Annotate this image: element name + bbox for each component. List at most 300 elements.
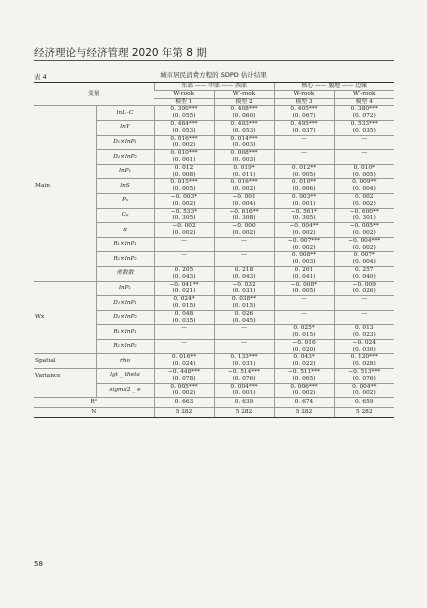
standard-error: (0. 035) <box>172 317 196 324</box>
table-row <box>34 237 394 252</box>
estimate-cell <box>214 354 274 369</box>
standard-error: (0. 002) <box>292 229 316 236</box>
estimate-cell <box>214 266 274 281</box>
estimate-cell <box>274 193 334 208</box>
coefficient: 0. 257 <box>355 266 374 273</box>
weight-2: W′-rook <box>214 90 274 98</box>
coefficient: 0. 009** <box>352 179 377 186</box>
coefficient: — <box>181 339 187 346</box>
coefficient: 0. 004** <box>352 383 377 390</box>
coefficient: −0. 448*** <box>168 369 200 376</box>
standard-error: (0. 011) <box>232 171 256 178</box>
standard-error: (0. 031) <box>232 361 256 368</box>
standard-error <box>156 332 213 339</box>
estimate-cell <box>214 369 274 384</box>
estimate-cell <box>274 296 334 311</box>
coefficient: 0. 010** <box>291 179 317 186</box>
estimate-cell <box>274 339 334 354</box>
estimate-cell <box>274 135 334 150</box>
estimate-cell <box>214 237 274 252</box>
coefficient: — <box>241 237 247 244</box>
coefficient: 0. 408*** <box>230 106 258 113</box>
estimate-cell <box>274 252 334 267</box>
standard-error: (0. 005) <box>292 288 316 295</box>
weight-3: W-rook <box>274 90 334 98</box>
coefficient: 0. 010* <box>353 164 375 171</box>
variance-group-cell: Variance <box>35 372 61 379</box>
table-row <box>34 325 394 340</box>
estimate-cell <box>214 310 274 325</box>
variable-name: lnY <box>96 120 154 135</box>
estimate-cell <box>334 325 394 340</box>
standard-error: (0. 002) <box>292 244 316 251</box>
table-row <box>34 135 394 150</box>
estimate-cell <box>214 106 274 121</box>
estimate-cell <box>154 237 214 252</box>
estimate-cell <box>214 325 274 340</box>
standard-error: (0. 076) <box>232 375 256 382</box>
standard-error <box>276 142 333 149</box>
coefficient: 0. 016** <box>171 354 197 361</box>
estimate-cell <box>334 281 394 296</box>
coefficient: 0. 008*** <box>230 150 258 157</box>
estimate-cell <box>334 150 394 165</box>
estimate-cell <box>214 164 274 179</box>
standard-error: (0. 043) <box>232 273 256 280</box>
estimate-cell <box>154 325 214 340</box>
region-group-2: 核心 —— 腹地 —— 边缘 <box>274 83 394 91</box>
coefficient: −0. 513*** <box>348 369 381 376</box>
coefficient: 0. 024* <box>173 296 195 303</box>
estimate-cell <box>154 369 214 384</box>
variable-header: 变量 <box>34 83 154 106</box>
standard-error: (0. 005) <box>172 186 196 193</box>
coefficient: 0. 008** <box>291 252 317 259</box>
coefficient: — <box>241 252 247 259</box>
coefficient: — <box>181 252 187 259</box>
table-row <box>34 193 394 208</box>
estimate-cell <box>214 252 274 267</box>
standard-error <box>156 347 213 354</box>
standard-error: (0. 002) <box>172 229 196 236</box>
coefficient: −0. 561* <box>290 208 318 215</box>
variable-name: rho <box>96 354 154 369</box>
standard-error: (0. 002) <box>352 229 376 236</box>
estimate-cell <box>274 383 334 398</box>
model-4: 模型 4 <box>334 98 394 106</box>
estimation-table <box>34 82 394 418</box>
coefficient: 0. 016*** <box>170 135 198 142</box>
table-row <box>34 383 394 398</box>
standard-error: (0. 053) <box>232 127 256 134</box>
standard-error: (0. 002) <box>172 200 196 207</box>
standard-error: (0. 002) <box>172 390 196 397</box>
standard-error: (0. 002) <box>232 229 256 236</box>
coefficient: −0. 600** <box>349 208 379 215</box>
standard-error <box>336 303 394 310</box>
estimate-cell <box>154 120 214 135</box>
estimate-cell <box>334 193 394 208</box>
standard-error: (0. 003) <box>232 156 256 163</box>
model-1: 模型 1 <box>154 98 214 106</box>
variable-name: D₁×lnP₁ <box>96 135 154 150</box>
estimate-cell <box>154 179 214 194</box>
r2-value: 0. 674 <box>274 398 334 408</box>
standard-error: (0. 020) <box>292 346 316 353</box>
coefficient: −0. 000 <box>232 223 256 230</box>
estimate-cell <box>214 223 274 238</box>
variable-name: lnS <box>96 179 154 194</box>
estimate-cell <box>274 150 334 165</box>
standard-error <box>276 157 333 164</box>
coefficient: 0. 010*** <box>170 150 198 157</box>
standard-error: (0. 037) <box>292 127 316 134</box>
coefficient: 0. 016*** <box>230 179 258 186</box>
estimate-cell <box>214 208 274 223</box>
standard-error: (0. 028) <box>352 361 376 368</box>
estimate-cell <box>334 383 394 398</box>
table-row <box>34 281 394 296</box>
main-group-cell: Main <box>35 182 50 189</box>
standard-error: (0. 076) <box>352 375 376 382</box>
r2-row <box>34 398 394 408</box>
main-group-cell <box>34 266 96 281</box>
estimate-cell <box>154 150 214 165</box>
table-row <box>34 179 394 194</box>
estimate-cell <box>214 296 274 311</box>
coefficient: — <box>301 296 307 303</box>
standard-error: (0. 001) <box>172 156 196 163</box>
standard-error <box>276 303 333 310</box>
estimate-cell <box>274 164 334 179</box>
coefficient: −0. 032 <box>232 281 256 288</box>
coefficient: — <box>361 310 368 317</box>
estimate-cell <box>274 120 334 135</box>
table-row <box>34 252 394 267</box>
estimate-cell <box>334 223 394 238</box>
coefficient: 0. 026 <box>234 310 254 317</box>
estimate-cell <box>274 281 334 296</box>
estimate-cell <box>334 179 394 194</box>
table-row <box>34 223 394 238</box>
standard-error: (0. 072) <box>352 113 376 120</box>
n-row <box>34 408 394 418</box>
standard-error <box>336 157 394 164</box>
coefficient: 0. 002 <box>355 193 374 200</box>
standard-error: (0. 001) <box>232 390 256 397</box>
r2-value: 0. 639 <box>214 398 274 408</box>
coefficient: 0. 025* <box>293 325 315 332</box>
n-label: N <box>34 408 154 418</box>
estimate-cell <box>154 223 214 238</box>
table-row <box>34 266 394 281</box>
standard-error: (0. 065) <box>292 375 316 382</box>
table-row <box>34 339 394 354</box>
estimate-cell <box>334 310 394 325</box>
estimate-cell <box>154 164 214 179</box>
coefficient: −0. 016 <box>292 339 316 346</box>
table-title: 城市居民消费方程的 SDPD 估计结果 <box>160 71 267 79</box>
standard-error: (0. 045) <box>232 317 256 324</box>
estimate-cell <box>154 296 214 311</box>
estimate-cell <box>154 383 214 398</box>
standard-error <box>336 318 394 325</box>
standard-error: (0. 004) <box>352 186 376 193</box>
standard-error: (0. 002) <box>352 200 376 207</box>
coefficient: −0. 009 <box>352 281 376 288</box>
estimate-cell <box>334 369 394 384</box>
estimate-cell <box>274 354 334 369</box>
table-row <box>34 369 394 384</box>
table-row <box>34 296 394 311</box>
table-row <box>34 164 394 179</box>
variable-name: lnP₁ <box>96 281 154 296</box>
coefficient: 0. 218 <box>234 266 254 273</box>
coefficient: — <box>301 310 307 317</box>
standard-error: (0. 003) <box>292 259 316 266</box>
main-group-cell <box>34 193 96 208</box>
coefficient: 0. 133*** <box>230 354 258 361</box>
table-row <box>34 106 394 121</box>
estimate-cell <box>154 252 214 267</box>
wx-group-cell <box>34 325 96 340</box>
estimate-cell <box>154 354 214 369</box>
estimate-cell <box>154 266 214 281</box>
coefficient: 0. 015*** <box>170 179 198 186</box>
coefficient: 0. 380*** <box>350 106 378 113</box>
table-number: 表 4 <box>34 73 47 81</box>
main-group-cell <box>34 135 96 150</box>
standard-error: (0. 002) <box>352 390 376 397</box>
standard-error: (0. 002) <box>232 186 256 193</box>
standard-error: (0. 015) <box>172 302 196 309</box>
standard-error <box>156 245 213 252</box>
standard-error: (0. 035) <box>352 127 376 134</box>
model-3: 模型 3 <box>274 98 334 106</box>
n-value: 5 282 <box>214 408 274 418</box>
main-group-cell <box>34 150 96 165</box>
coefficient: −0. 001 <box>232 193 256 200</box>
n-value: 5 282 <box>154 408 214 418</box>
standard-error <box>156 259 213 266</box>
estimate-cell <box>334 296 394 311</box>
coefficient: −0. 003* <box>170 193 198 200</box>
variable-name: R₂×lnP₂ <box>96 339 154 354</box>
variable-name: lnL₋C <box>96 106 154 121</box>
variable-name: 常数数 <box>96 266 154 281</box>
estimate-cell <box>274 106 334 121</box>
coefficient: −0. 007*** <box>288 237 320 244</box>
estimate-cell <box>154 339 214 354</box>
coefficient: −0. 616** <box>229 208 259 215</box>
coefficient: 0. 007* <box>353 252 375 259</box>
estimate-cell <box>154 281 214 296</box>
coefficient: −0. 004** <box>289 223 319 230</box>
standard-error: (0. 024) <box>172 361 196 368</box>
main-group-cell <box>34 252 96 267</box>
wx-group-cell: Wx <box>35 314 45 321</box>
variable-name: R₁×lnP₁ <box>96 237 154 252</box>
coefficient: 0. 012** <box>291 164 317 171</box>
variable-name: D₂×lnP₂ <box>96 150 154 165</box>
standard-error: (0. 301) <box>352 215 376 222</box>
estimate-cell <box>334 237 394 252</box>
variable-name: sigma2 _ e <box>96 383 154 398</box>
r2-value: 0. 659 <box>334 398 394 408</box>
estimate-cell <box>334 164 394 179</box>
table-row <box>34 150 394 165</box>
standard-error <box>216 347 273 354</box>
coefficient: −0. 024 <box>352 339 376 346</box>
standard-error: (0. 004) <box>352 259 376 266</box>
standard-error <box>216 245 273 252</box>
n-value: 5 282 <box>274 408 334 418</box>
standard-error: (0. 305) <box>172 215 196 222</box>
estimate-cell <box>154 106 214 121</box>
estimate-cell <box>274 237 334 252</box>
estimate-cell <box>154 135 214 150</box>
standard-error: (0. 003) <box>232 142 256 149</box>
estimate-cell <box>214 120 274 135</box>
variable-name: Pₛ <box>96 193 154 208</box>
coefficient: — <box>361 135 368 142</box>
variable-name: D₂×lnP₂ <box>96 310 154 325</box>
standard-error: (0. 053) <box>172 127 196 134</box>
variable-name: π <box>96 223 154 238</box>
estimate-cell <box>214 150 274 165</box>
standard-error: (0. 305) <box>292 215 316 222</box>
region-group-1: 东部 —— 中部 —— 西部 <box>154 83 274 91</box>
coefficient: 0. 495*** <box>290 120 318 127</box>
table-row <box>34 120 394 135</box>
wx-group-cell <box>34 339 96 354</box>
estimate-cell <box>214 179 274 194</box>
r2-value: 0. 663 <box>154 398 214 408</box>
estimate-cell <box>334 354 394 369</box>
coefficient: — <box>241 325 247 332</box>
standard-error <box>336 142 394 149</box>
standard-error: (0. 026) <box>352 288 376 295</box>
standard-error: (0. 067) <box>292 113 316 120</box>
standard-error: (0. 002) <box>172 142 196 149</box>
standard-error: (0. 078) <box>172 375 196 382</box>
coefficient: 0. 043* <box>293 354 315 361</box>
coefficient: 0. 405*** <box>290 106 318 113</box>
journal-header: 经济理论与经济管理 2020 年第 8 期 <box>34 47 207 59</box>
coefficient: — <box>301 135 307 142</box>
standard-error: (0. 022) <box>292 361 316 368</box>
coefficient: 0. 261 <box>294 266 314 273</box>
coefficient: — <box>361 150 368 157</box>
standard-error <box>216 332 273 339</box>
standard-error: (0. 015) <box>292 332 316 339</box>
r2-label: R² <box>34 398 154 408</box>
wx-group-cell <box>34 296 96 311</box>
page-number: 58 <box>34 560 43 568</box>
main-group-cell <box>34 208 96 223</box>
standard-error: (0. 015) <box>232 302 256 309</box>
main-group-cell <box>34 164 96 179</box>
main-group-cell <box>34 106 96 121</box>
coefficient: −0. 533* <box>170 208 198 215</box>
coefficient: 0. 013 <box>355 325 374 332</box>
coefficient: 0. 019* <box>233 164 255 171</box>
variable-name: R₁×lnP₁ <box>96 325 154 340</box>
coefficient: 0. 120*** <box>350 354 378 361</box>
standard-error: (0. 006) <box>292 186 316 193</box>
estimate-cell <box>154 193 214 208</box>
weight-1: W-rook <box>154 90 214 98</box>
standard-error: (0. 001) <box>292 200 316 207</box>
standard-error: (0. 030) <box>352 346 376 353</box>
coefficient: 0. 006*** <box>290 383 318 390</box>
variable-name: R₂×lnP₂ <box>96 252 154 267</box>
coefficient: 0. 533*** <box>350 120 378 127</box>
variance-group-cell <box>34 383 96 398</box>
estimate-cell <box>274 310 334 325</box>
estimate-cell <box>274 266 334 281</box>
estimate-cell <box>334 106 394 121</box>
standard-error: (0. 060) <box>232 113 256 120</box>
standard-error: (0. 008) <box>172 171 196 178</box>
coefficient: — <box>361 296 368 303</box>
coefficient: 0. 048 <box>174 310 194 317</box>
coefficient: 0. 003** <box>291 193 317 200</box>
estimate-cell <box>214 339 274 354</box>
estimate-cell <box>154 310 214 325</box>
estimate-cell <box>334 120 394 135</box>
estimate-cell <box>214 383 274 398</box>
coefficient: −0. 008* <box>290 281 318 288</box>
standard-error: (0. 004) <box>232 200 256 207</box>
estimate-cell <box>154 208 214 223</box>
standard-error: (0. 043) <box>172 273 196 280</box>
standard-error: (0. 023) <box>352 332 376 339</box>
table-row <box>34 208 394 223</box>
standard-error: (0. 308) <box>232 215 256 222</box>
estimate-cell <box>334 135 394 150</box>
coefficient: −0. 004*** <box>348 237 381 244</box>
coefficient: — <box>181 325 187 332</box>
estimate-cell <box>214 135 274 150</box>
main-group-cell <box>34 237 96 252</box>
coefficient: 0. 493*** <box>230 120 258 127</box>
variable-name: lnP₁ <box>96 164 154 179</box>
standard-error: (0. 031) <box>232 288 256 295</box>
estimate-cell <box>274 223 334 238</box>
standard-error <box>216 259 273 266</box>
standard-error: (0. 021) <box>172 288 196 295</box>
standard-error: (0. 040) <box>352 273 376 280</box>
spatial-group-cell: Spatial <box>34 354 96 369</box>
coefficient: −0. 002 <box>172 223 196 230</box>
coefficient: 0. 484*** <box>170 120 198 127</box>
standard-error: (0. 041) <box>292 273 316 280</box>
standard-error: (0. 005) <box>292 171 316 178</box>
estimate-cell <box>334 339 394 354</box>
estimate-cell <box>334 266 394 281</box>
variable-name: D₁×lnP₁ <box>96 296 154 311</box>
wx-group-cell <box>34 281 96 296</box>
coefficient: 0. 012 <box>174 164 194 171</box>
coefficient: 0. 014*** <box>230 135 258 142</box>
estimate-cell <box>214 281 274 296</box>
standard-error: (0. 005) <box>352 171 376 178</box>
header-row-regions <box>34 83 394 91</box>
n-value: 5 282 <box>334 408 394 418</box>
estimate-cell <box>274 369 334 384</box>
coefficient: 0. 390*** <box>170 106 198 113</box>
